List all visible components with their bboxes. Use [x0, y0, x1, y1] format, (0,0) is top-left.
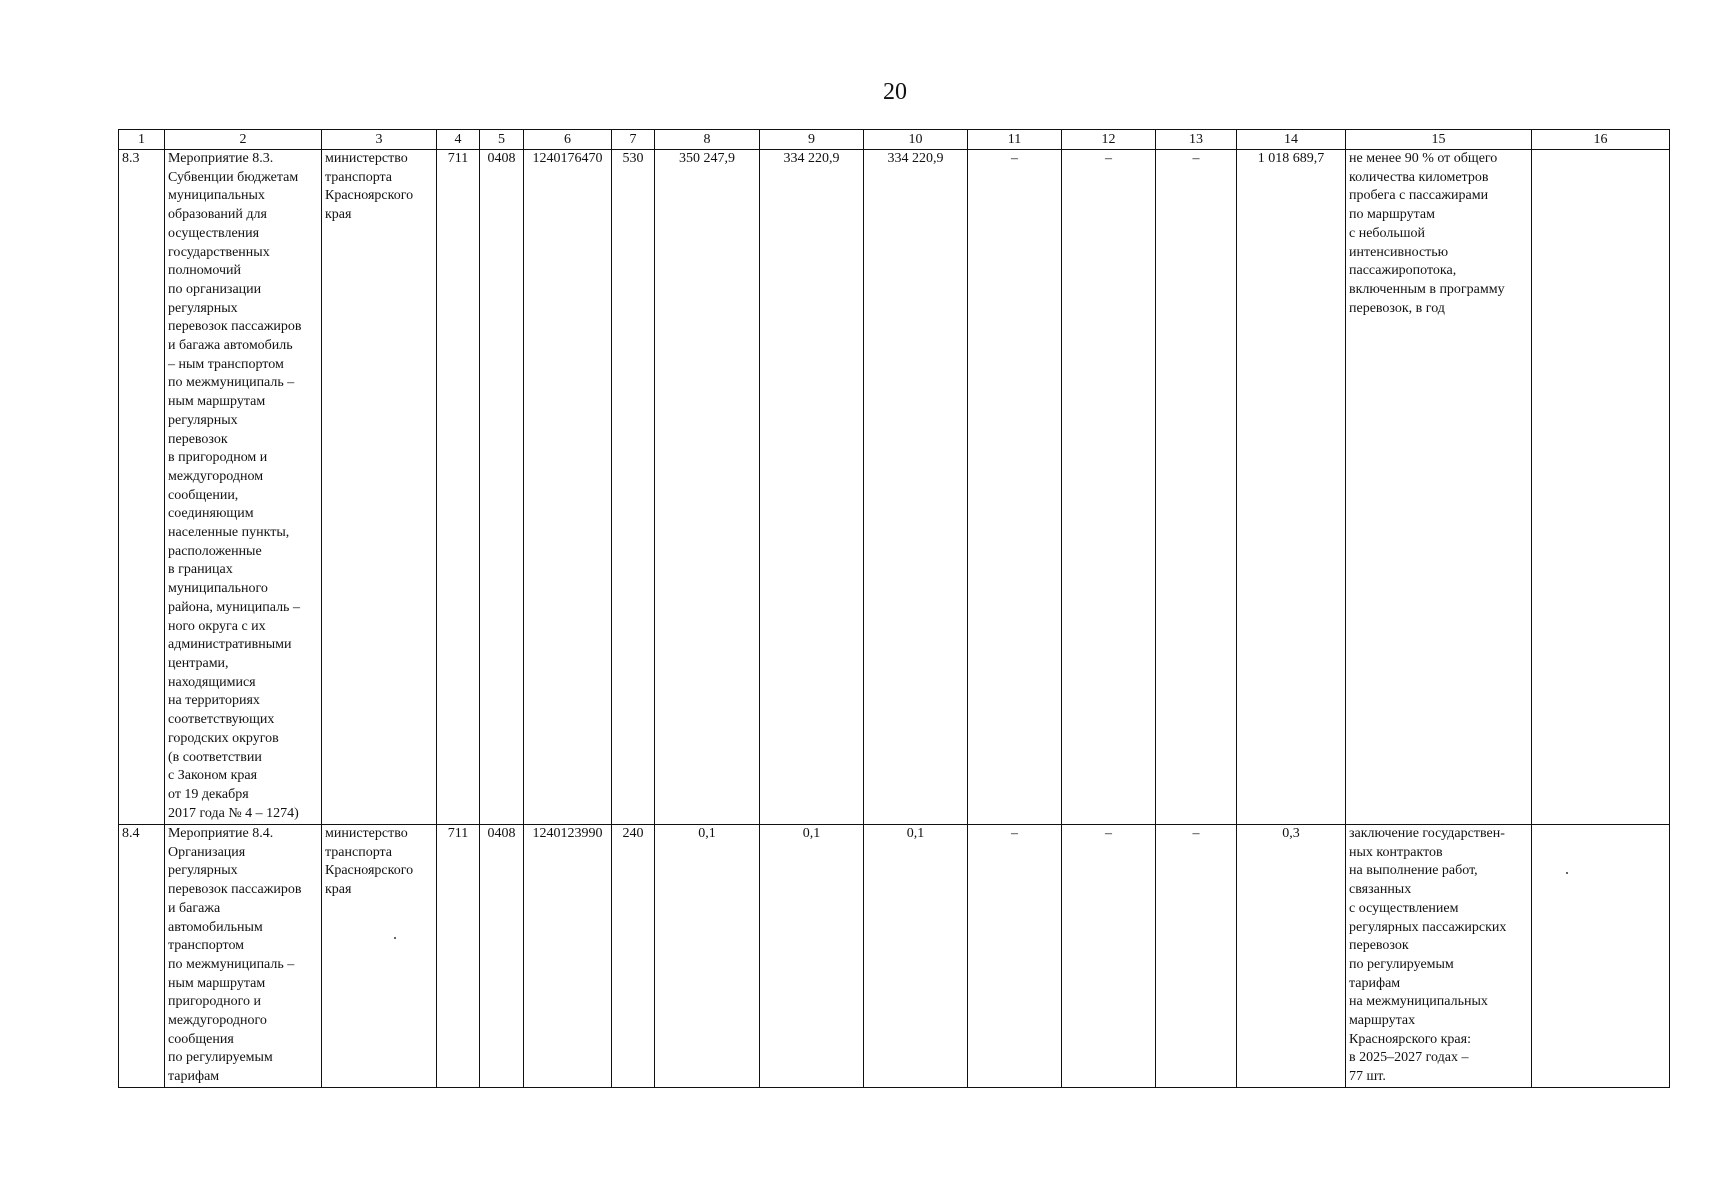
column-number-row [119, 130, 1670, 150]
item-expected-result: заключение государствен- ных контрактов на выполнение работ, связанных с осуществлением регулярных пассажирских перевозок по регулируемым тарифам на межмуниципальных маршрутах Красноярского края: в 2025–2027 годах – 77 шт. [1346, 825, 1532, 1088]
item-amount-year3: 334 220,9 [864, 150, 968, 825]
column-header: 9 [760, 130, 864, 150]
item-description: Мероприятие 8.3. Субвенции бюджетам муниципальных образований для осуществления государственных полномочий по организации регулярных перевозок пассажиров и багажа автомобиль – ным транспортом по межмуниципаль – ным маршрутам регулярных перевозок в пригородном и междугородном сообщении, соединяющим населенные пункты, расположенные в границах муниципального района, муниципаль – ного округа с их административными центрами, находящимися на территориях соответствующих городских округов (в соответствии с Законом края от 19 декабря 2017 года № 4 – 1274) [165, 150, 322, 825]
table-row [119, 150, 1670, 825]
item-amount-year1: 350 247,9 [655, 150, 760, 825]
item-expense-code: 240 [612, 825, 655, 1088]
column-header: 1 [119, 130, 165, 150]
column-header: 12 [1062, 130, 1156, 150]
item-responsible: министерство транспорта Красноярского края [322, 150, 437, 825]
item-total: 0,3 [1237, 825, 1346, 1088]
item-section-code: 0408 [480, 150, 524, 825]
item-total: 1 018 689,7 [1237, 150, 1346, 825]
column-header: 13 [1156, 130, 1237, 150]
item-col11: – [968, 150, 1062, 825]
item-amount-year2: 0,1 [760, 825, 864, 1088]
item-col16 [1532, 150, 1670, 825]
column-header: 4 [437, 130, 480, 150]
column-header: 15 [1346, 130, 1532, 150]
item-expected-result: не менее 90 % от общего количества километров пробега с пассажирами по маршрутам с небольшой интенсивностью пассажиропотока, включенным в программу перевозок, в год [1346, 150, 1532, 825]
column-header: 10 [864, 130, 968, 150]
item-col12: – [1062, 150, 1156, 825]
item-col16 [1532, 825, 1670, 1088]
column-header: 16 [1532, 130, 1670, 150]
column-header: 3 [322, 130, 437, 150]
column-header: 2 [165, 130, 322, 150]
item-col11: – [968, 825, 1062, 1088]
column-header: 11 [968, 130, 1062, 150]
page-number: 20 [883, 79, 907, 105]
item-grbs-code: 711 [437, 150, 480, 825]
item-amount-year1: 0,1 [655, 825, 760, 1088]
column-header: 5 [480, 130, 524, 150]
item-grbs-code: 711 [437, 825, 480, 1088]
item-expense-code: 530 [612, 150, 655, 825]
item-col13: – [1156, 150, 1237, 825]
item-target-code: 1240123990 [524, 825, 612, 1088]
item-amount-year3: 0,1 [864, 825, 968, 1088]
program-table [118, 129, 1670, 1088]
item-amount-year2: 334 220,9 [760, 150, 864, 825]
scan-speck [394, 937, 396, 939]
item-target-code: 1240176470 [524, 150, 612, 825]
scan-speck [1566, 872, 1568, 874]
column-header: 7 [612, 130, 655, 150]
item-col12: – [1062, 825, 1156, 1088]
item-responsible: министерство транспорта Красноярского края [322, 825, 437, 1088]
item-col13: – [1156, 825, 1237, 1088]
item-number: 8.4 [119, 825, 165, 1088]
item-number: 8.3 [119, 150, 165, 825]
table-row [119, 825, 1670, 1088]
item-description: Мероприятие 8.4. Организация регулярных перевозок пассажиров и багажа автомобильным транспортом по межмуниципаль – ным маршрутам пригородного и междугородного сообщения по регулируемым тарифам [165, 825, 322, 1088]
column-header: 8 [655, 130, 760, 150]
item-section-code: 0408 [480, 825, 524, 1088]
column-header: 6 [524, 130, 612, 150]
column-header: 14 [1237, 130, 1346, 150]
